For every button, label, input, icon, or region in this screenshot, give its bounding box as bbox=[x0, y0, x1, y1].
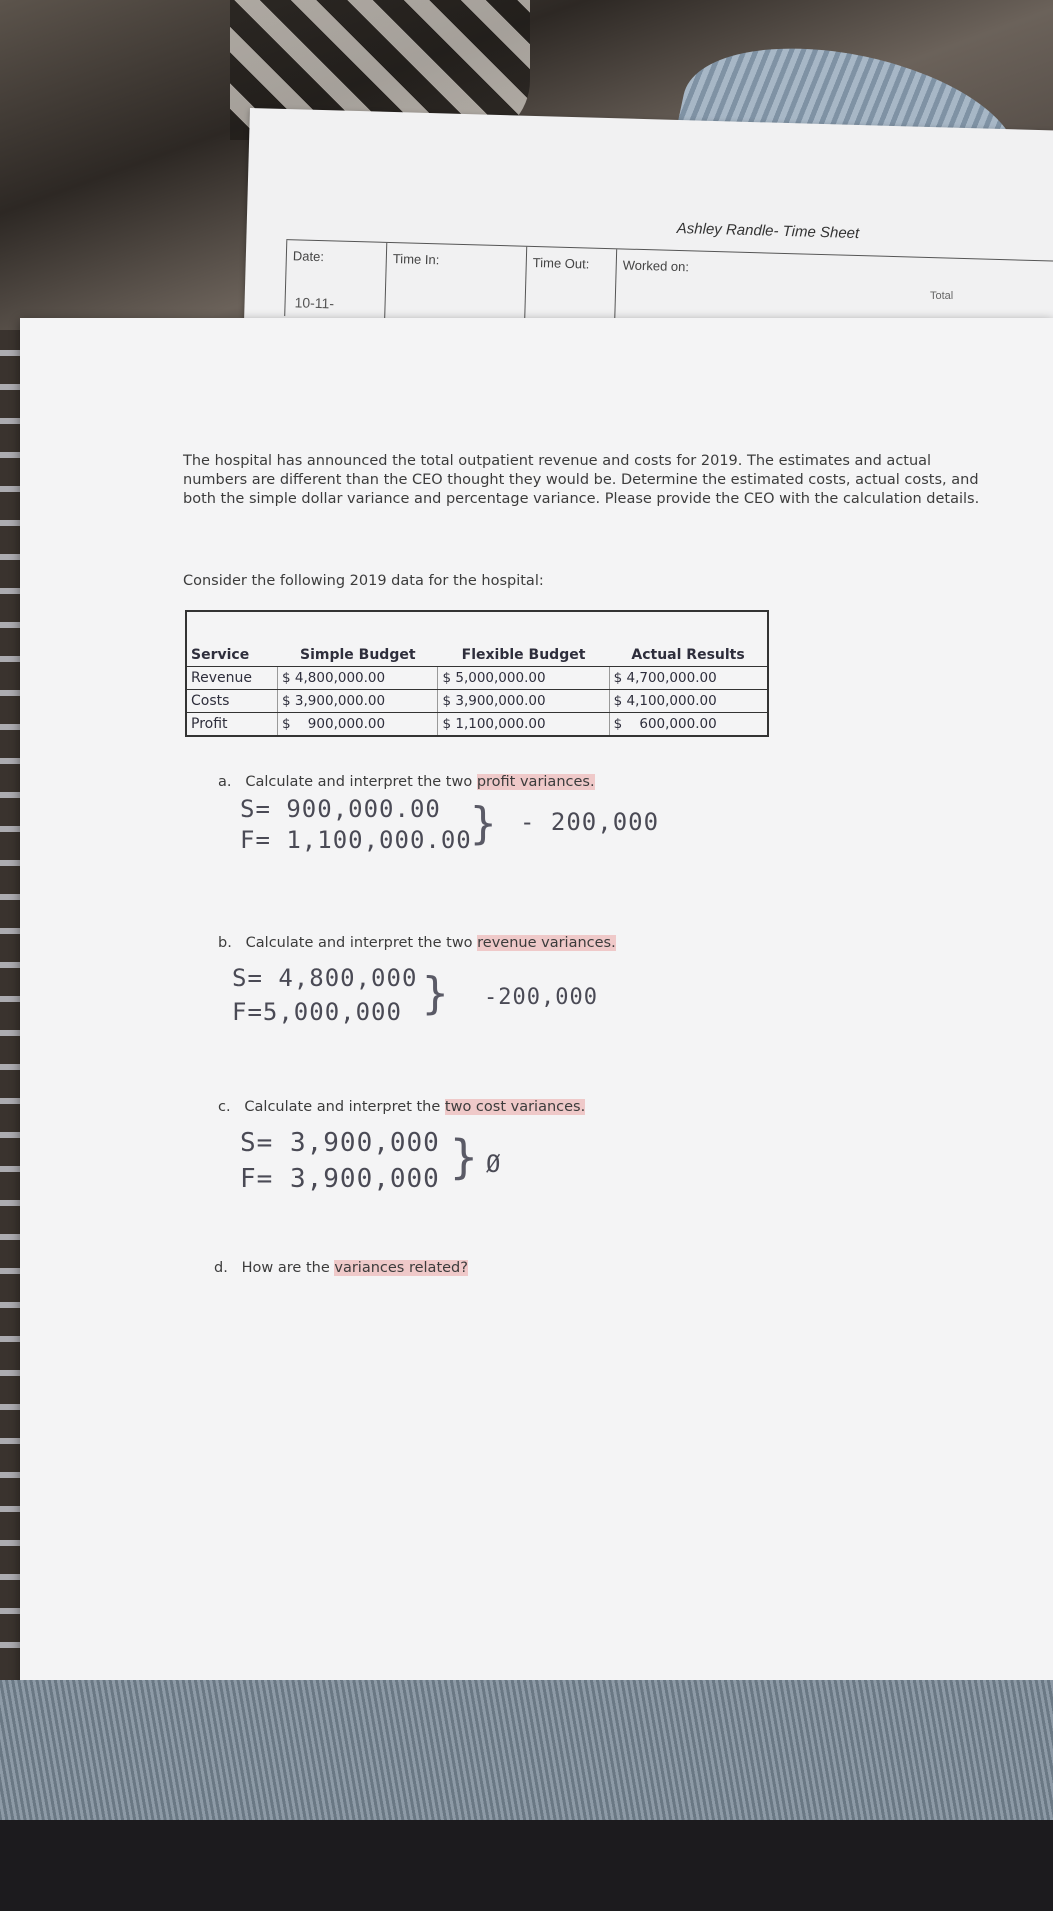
question-label: b. bbox=[218, 935, 232, 951]
question-text: Calculate and interpret the two bbox=[245, 774, 473, 790]
timesheet-date-fragment: 10-11- bbox=[294, 294, 335, 312]
table-cell: $ 4,800,000.00 bbox=[278, 667, 438, 690]
table-cell: Profit bbox=[186, 713, 278, 737]
table-cell: Costs bbox=[186, 690, 278, 713]
table-cell: $ 600,000.00 bbox=[609, 713, 768, 737]
timesheet-col-time-in: Time In: bbox=[384, 243, 499, 322]
table-row bbox=[186, 690, 768, 713]
question-highlight: variances related? bbox=[334, 1260, 468, 1276]
timesheet-title: Ashley Randle- Time Sheet bbox=[676, 219, 860, 243]
handwritten-c-result: Ø bbox=[486, 1150, 502, 1178]
question-highlight: two cost variances. bbox=[444, 1099, 586, 1115]
table-cell: $ 4,100,000.00 bbox=[609, 690, 768, 713]
table-cell: $ 5,000,000.00 bbox=[438, 667, 609, 690]
timesheet-col-total: Total bbox=[930, 290, 954, 302]
question-label: c. bbox=[218, 1099, 231, 1115]
question-label: a. bbox=[218, 774, 232, 790]
table-cell: $ 1,100,000.00 bbox=[438, 713, 609, 737]
handwritten-a-simple: S= 900,000.00 bbox=[240, 795, 441, 823]
brace-icon: } bbox=[450, 1130, 479, 1184]
question-b bbox=[218, 935, 616, 951]
table-header: Flexible Budget bbox=[438, 644, 609, 667]
table-cell: $ 900,000.00 bbox=[278, 713, 438, 737]
question-highlight: profit variances. bbox=[476, 774, 595, 790]
table-row bbox=[186, 713, 768, 737]
question-a bbox=[218, 774, 595, 790]
table-header: Simple Budget bbox=[278, 644, 438, 667]
dark-background bbox=[0, 1820, 1053, 1911]
table-header: Service bbox=[186, 644, 278, 667]
handwritten-c-simple: S= 3,900,000 bbox=[240, 1128, 440, 1158]
handwritten-a-result: - 200,000 bbox=[520, 808, 660, 836]
question-label: d. bbox=[214, 1260, 228, 1276]
timesheet-col-worked-on: Worked on: bbox=[614, 249, 829, 331]
table-cell: $ 3,900,000.00 bbox=[278, 690, 438, 713]
worksheet-paper bbox=[20, 318, 1053, 1733]
question-d bbox=[214, 1260, 468, 1276]
handwritten-a-flexible: F= 1,100,000.00 bbox=[240, 826, 472, 854]
question-text: Calculate and interpret the two bbox=[245, 935, 473, 951]
table-cell: $ 3,900,000.00 bbox=[438, 690, 609, 713]
worksheet-prompt: The hospital has announced the total outpatient revenue and costs for 2019. The estimates and actual numbers are different than the CEO thought they would be. Determine the estimated costs, actual costs, and both the simple dollar variance and percentage variance. Please provide the CEO with the calculation details. bbox=[183, 453, 980, 507]
table-header-row bbox=[186, 644, 768, 667]
handwritten-c-flexible: F= 3,900,000 bbox=[240, 1164, 440, 1194]
table-cell: Revenue bbox=[186, 667, 278, 690]
table-row bbox=[186, 667, 768, 690]
handwritten-b-flexible: F=5,000,000 bbox=[232, 998, 402, 1026]
worksheet-consider: Consider the following 2019 data for the hospital: bbox=[183, 573, 544, 589]
question-highlight: revenue variances. bbox=[477, 935, 616, 951]
timesheet-header-row bbox=[285, 239, 1053, 315]
handwritten-b-simple: S= 4,800,000 bbox=[232, 964, 418, 992]
table-cell: $ 4,700,000.00 bbox=[609, 667, 768, 690]
brace-icon: } bbox=[422, 968, 450, 1019]
timesheet-col-date: Date: bbox=[284, 240, 389, 319]
table-header: Actual Results bbox=[609, 644, 768, 667]
handwritten-b-result: -200,000 bbox=[484, 985, 598, 1010]
timesheet-col-time-out: Time Out: bbox=[524, 247, 619, 326]
question-text: Calculate and interpret the bbox=[244, 1099, 441, 1115]
budget-table bbox=[185, 610, 769, 737]
brace-icon: } bbox=[470, 798, 498, 849]
question-c bbox=[218, 1099, 585, 1115]
question-text: How are the bbox=[241, 1260, 330, 1276]
